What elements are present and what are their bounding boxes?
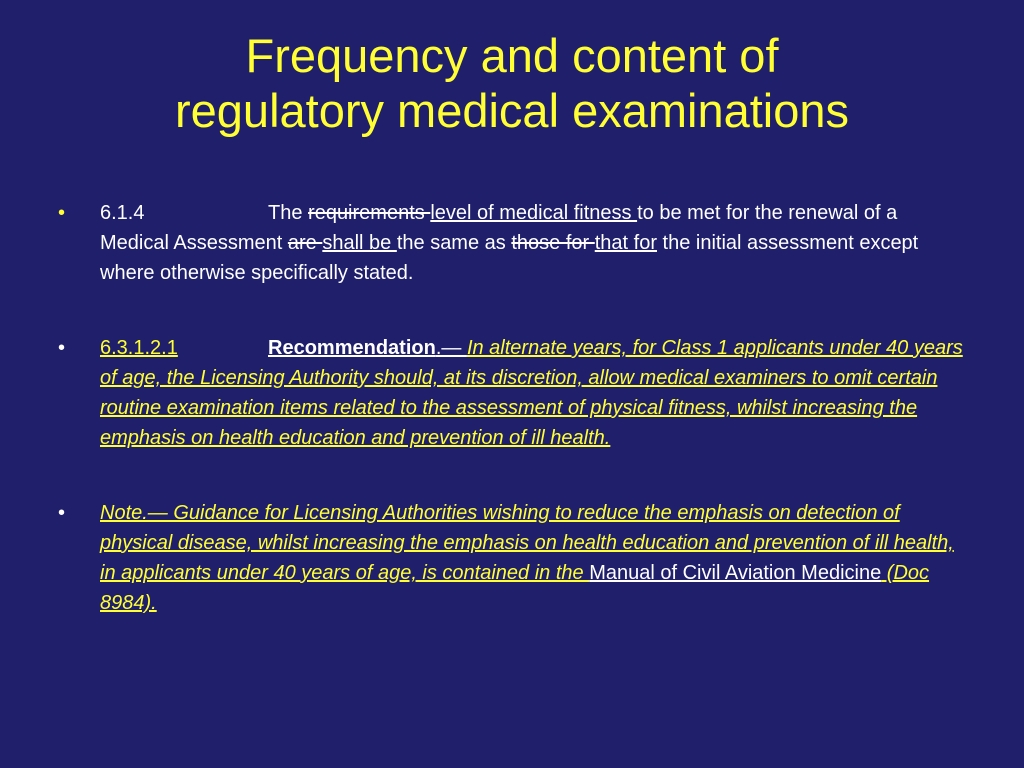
inserted-text: shall be	[322, 232, 397, 254]
inserted-text: level of medical fitness	[430, 202, 638, 224]
section-number: 6.3.1.2.1	[100, 337, 178, 359]
deleted-text: those for	[511, 232, 595, 254]
note-text: Note.— Guidance for Licensing Authorities wishing to reduce the emphasis on detection of physical disease, whilst increasing the emphasis on health education and prevention of ill health, in applicants under 40 years of age, is contained in the	[100, 502, 954, 584]
slide-title-line-2: regulatory medical examinations	[175, 84, 849, 137]
recommendation-body: In alternate years, for Class 1 applicants under 40 years of age, the Licensing Authority should, at its discretion, allow medical examiners to omit certain routine examination items related to the assessment of physical fitness, whilst increasing the emphasis on health education and prevention of ill health.	[100, 337, 963, 449]
deleted-text: requirements	[308, 202, 431, 224]
bullet-marker: •	[58, 502, 66, 524]
bullet-item-note	[58, 498, 968, 618]
manual-title: Manual of Civil Aviation Medicine	[589, 562, 882, 584]
bullet-item-6-1-4	[58, 198, 968, 288]
bullet-marker: •	[58, 202, 66, 224]
slide-title	[40, 28, 984, 138]
section-number: 6.1.4	[100, 202, 145, 224]
note-doc-ref: (Doc 8984).	[100, 562, 930, 614]
bullet-list	[58, 198, 968, 663]
inserted-text: that for	[594, 232, 657, 254]
bullet-marker: •	[58, 337, 66, 359]
recommendation-label: Recommendation	[268, 337, 436, 359]
bullet-item-6-3-1-2-1	[58, 333, 968, 453]
text-run: The	[268, 202, 309, 224]
slide-title-line-1: Frequency and content of	[245, 29, 779, 82]
text-run: the same as	[396, 232, 512, 254]
deleted-text: are	[287, 232, 323, 254]
text-run: the initial assessment except where otherwise specifically stated.	[100, 232, 919, 284]
text-run: to be met for the renewal of a Medical Assessment	[100, 202, 898, 254]
recommendation-dash: .—	[435, 337, 467, 359]
